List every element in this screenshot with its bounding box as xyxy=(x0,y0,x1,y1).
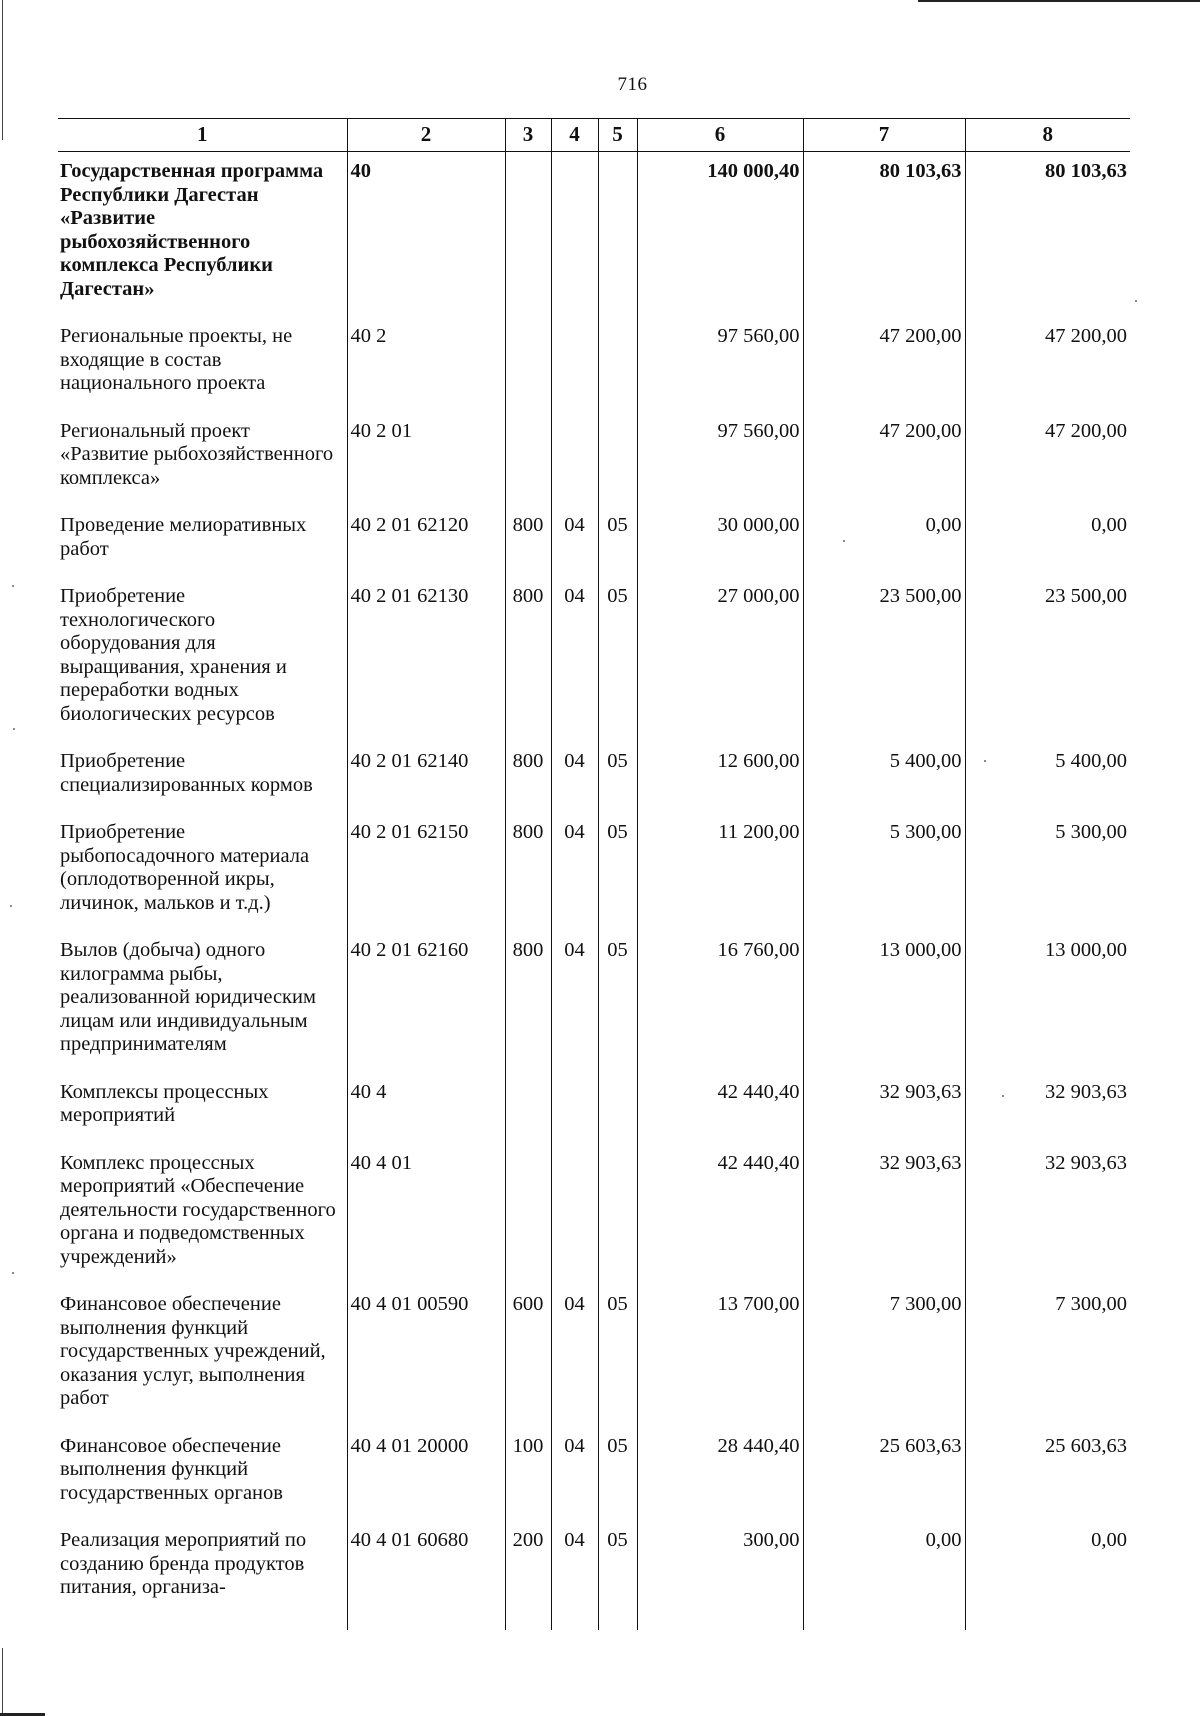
amount-col8-cell: 5 400,00 xyxy=(965,742,1130,813)
table-row xyxy=(58,412,1130,507)
expense-type-cell xyxy=(505,317,551,412)
subsection-cell xyxy=(598,1144,637,1286)
table-header-row xyxy=(58,119,1130,152)
amount-col6-cell: 140 000,40 xyxy=(637,152,803,318)
subsection-cell: 05 xyxy=(598,1521,637,1630)
expense-type-cell: 800 xyxy=(505,931,551,1073)
scan-speck xyxy=(12,585,14,587)
amount-col7-cell: 0,00 xyxy=(803,506,965,577)
section-cell: 04 xyxy=(551,1521,598,1630)
expense-type-cell: 800 xyxy=(505,506,551,577)
table-row xyxy=(58,1427,1130,1522)
expense-type-cell: 200 xyxy=(505,1521,551,1630)
amount-col7-cell: 80 103,63 xyxy=(803,152,965,318)
amount-col7-cell: 7 300,00 xyxy=(803,1285,965,1427)
column-header: 1 xyxy=(58,119,347,152)
expense-type-cell: 600 xyxy=(505,1285,551,1427)
program-name-cell: Финансовое обеспечение выполнения функций государственных органов xyxy=(60,1434,283,1504)
amount-col8-cell: 80 103,63 xyxy=(965,152,1130,318)
amount-col8-cell: 32 903,63 xyxy=(965,1144,1130,1286)
scan-speck xyxy=(12,1272,14,1274)
target-code-cell: 40 2 01 62120 xyxy=(347,506,505,577)
amount-col8-cell: 0,00 xyxy=(965,1521,1130,1630)
subsection-cell: 05 xyxy=(598,1427,637,1522)
section-cell: 04 xyxy=(551,742,598,813)
amount-col7-cell: 32 903,63 xyxy=(803,1073,965,1144)
target-code-cell: 40 2 01 62140 xyxy=(347,742,505,813)
amount-col8-cell: 47 200,00 xyxy=(965,317,1130,412)
target-code-cell: 40 2 01 xyxy=(347,412,505,507)
table-row xyxy=(58,813,1130,931)
table-row xyxy=(58,742,1130,813)
subsection-cell: 05 xyxy=(598,1285,637,1427)
subsection-cell: 05 xyxy=(598,742,637,813)
expense-type-cell: 800 xyxy=(505,742,551,813)
budget-table xyxy=(58,118,1130,1630)
program-name-cell: Региональный проект «Развитие рыбохозяйственного комплекса» xyxy=(60,419,334,489)
table-row xyxy=(58,1521,1130,1630)
expense-type-cell: 800 xyxy=(505,577,551,742)
target-code-cell: 40 2 01 62160 xyxy=(347,931,505,1073)
scan-speck xyxy=(13,728,15,730)
expense-type-cell xyxy=(505,152,551,318)
amount-col6-cell: 27 000,00 xyxy=(637,577,803,742)
table-row xyxy=(58,152,1130,318)
subsection-cell xyxy=(598,1073,637,1144)
column-header: 4 xyxy=(551,119,598,152)
section-cell xyxy=(551,412,598,507)
table-row xyxy=(58,1073,1130,1144)
column-header: 6 xyxy=(637,119,803,152)
section-cell xyxy=(551,1073,598,1144)
table-row xyxy=(58,1144,1130,1286)
target-code-cell: 40 2 xyxy=(347,317,505,412)
amount-col6-cell: 97 560,00 xyxy=(637,412,803,507)
amount-col8-cell: 25 603,63 xyxy=(965,1427,1130,1522)
target-code-cell: 40 xyxy=(347,152,505,318)
expense-type-cell xyxy=(505,412,551,507)
amount-col6-cell: 42 440,40 xyxy=(637,1073,803,1144)
amount-col7-cell: 23 500,00 xyxy=(803,577,965,742)
program-name-cell: Государственная программа Республики Дагестан «Развитие рыбохозяйственного комплекса Республики Дагестан» xyxy=(60,160,324,300)
section-cell: 04 xyxy=(551,506,598,577)
expense-type-cell xyxy=(505,1073,551,1144)
subsection-cell: 05 xyxy=(598,506,637,577)
scan-speck xyxy=(1135,300,1137,302)
table-row xyxy=(58,931,1130,1073)
amount-col7-cell: 32 903,63 xyxy=(803,1144,965,1286)
amount-col7-cell: 47 200,00 xyxy=(803,412,965,507)
table-row xyxy=(58,577,1130,742)
subsection-cell xyxy=(598,412,637,507)
column-header: 8 xyxy=(965,119,1130,152)
amount-col7-cell: 25 603,63 xyxy=(803,1427,965,1522)
section-cell: 04 xyxy=(551,577,598,742)
amount-col6-cell: 16 760,00 xyxy=(637,931,803,1073)
top-edge-rule xyxy=(918,0,1200,2)
target-code-cell: 40 2 01 62150 xyxy=(347,813,505,931)
amount-col7-cell: 0,00 xyxy=(803,1521,965,1630)
target-code-cell: 40 4 01 20000 xyxy=(347,1427,505,1522)
table-row xyxy=(58,317,1130,412)
amount-col6-cell: 30 000,00 xyxy=(637,506,803,577)
subsection-cell xyxy=(598,152,637,318)
subsection-cell: 05 xyxy=(598,577,637,742)
target-code-cell: 40 4 01 60680 xyxy=(347,1521,505,1630)
amount-col8-cell: 0,00 xyxy=(965,506,1130,577)
subsection-cell: 05 xyxy=(598,813,637,931)
target-code-cell: 40 4 01 00590 xyxy=(347,1285,505,1427)
amount-col6-cell: 11 200,00 xyxy=(637,813,803,931)
page-number: 716 xyxy=(617,74,648,95)
expense-type-cell xyxy=(505,1144,551,1286)
program-name-cell: Региональные проекты, не входящие в состав национального проекта xyxy=(60,325,293,394)
program-name-cell: Комплекс процессных мероприятий «Обеспечение деятельности государственного органа и подведомственных учреждений» xyxy=(60,1151,336,1268)
column-header: 5 xyxy=(598,119,637,152)
program-name-cell: Финансовое обеспечение выполнения функций государственных учреждений, оказания услуг, выполнения работ xyxy=(60,1293,326,1409)
amount-col8-cell: 23 500,00 xyxy=(965,577,1130,742)
program-name-cell: Вылов (добыча) одного килограмма рыбы, реализованной юридическим лицам или индивидуальным предпринимателям xyxy=(60,939,316,1055)
section-cell: 04 xyxy=(551,931,598,1073)
column-header: 7 xyxy=(803,119,965,152)
amount-col6-cell: 13 700,00 xyxy=(637,1285,803,1427)
amount-col6-cell: 28 440,40 xyxy=(637,1427,803,1522)
amount-col6-cell: 300,00 xyxy=(637,1521,803,1630)
amount-col8-cell: 13 000,00 xyxy=(965,931,1130,1073)
amount-col7-cell: 5 400,00 xyxy=(803,742,965,813)
table-row xyxy=(58,1285,1130,1427)
section-cell: 04 xyxy=(551,813,598,931)
section-cell xyxy=(551,1144,598,1286)
amount-col7-cell: 47 200,00 xyxy=(803,317,965,412)
target-code-cell: 40 4 xyxy=(347,1073,505,1144)
subsection-cell xyxy=(598,317,637,412)
amount-col7-cell: 13 000,00 xyxy=(803,931,965,1073)
program-name-cell: Приобретение технологического оборудования для выращивания, хранения и переработки водных биологических ресурсов xyxy=(60,585,287,725)
section-cell: 04 xyxy=(551,1427,598,1522)
program-name-cell: Комплексы процессных мероприятий xyxy=(60,1080,269,1126)
amount-col6-cell: 97 560,00 xyxy=(637,317,803,412)
program-name-cell: Приобретение специализированных кормов xyxy=(60,750,313,796)
target-code-cell: 40 2 01 62130 xyxy=(347,577,505,742)
program-name-cell: Реализация мероприятий по созданию бренда продуктов питания, организа- xyxy=(60,1529,307,1598)
section-cell xyxy=(551,152,598,318)
table-body xyxy=(58,152,1130,1630)
program-name-cell: Приобретение рыбопосадочного материала (оплодотворенной икры, личинок, мальков и т.д.) xyxy=(60,821,310,914)
scan-edge-mark xyxy=(2,1648,3,1716)
column-header: 2 xyxy=(347,119,505,152)
table-row xyxy=(58,506,1130,577)
expense-type-cell: 800 xyxy=(505,813,551,931)
amount-col6-cell: 12 600,00 xyxy=(637,742,803,813)
target-code-cell: 40 4 01 xyxy=(347,1144,505,1286)
amount-col8-cell: 32 903,63 xyxy=(965,1073,1130,1144)
subsection-cell: 05 xyxy=(598,931,637,1073)
amount-col8-cell: 7 300,00 xyxy=(965,1285,1130,1427)
amount-col6-cell: 42 440,40 xyxy=(637,1144,803,1286)
scan-edge-mark xyxy=(2,0,3,140)
amount-col8-cell: 47 200,00 xyxy=(965,412,1130,507)
section-cell xyxy=(551,317,598,412)
program-name-cell: Проведение мелиоративных работ xyxy=(60,514,307,560)
column-header: 3 xyxy=(505,119,551,152)
expense-type-cell: 100 xyxy=(505,1427,551,1522)
scan-speck xyxy=(10,905,12,907)
amount-col7-cell: 5 300,00 xyxy=(803,813,965,931)
amount-col8-cell: 5 300,00 xyxy=(965,813,1130,931)
section-cell: 04 xyxy=(551,1285,598,1427)
